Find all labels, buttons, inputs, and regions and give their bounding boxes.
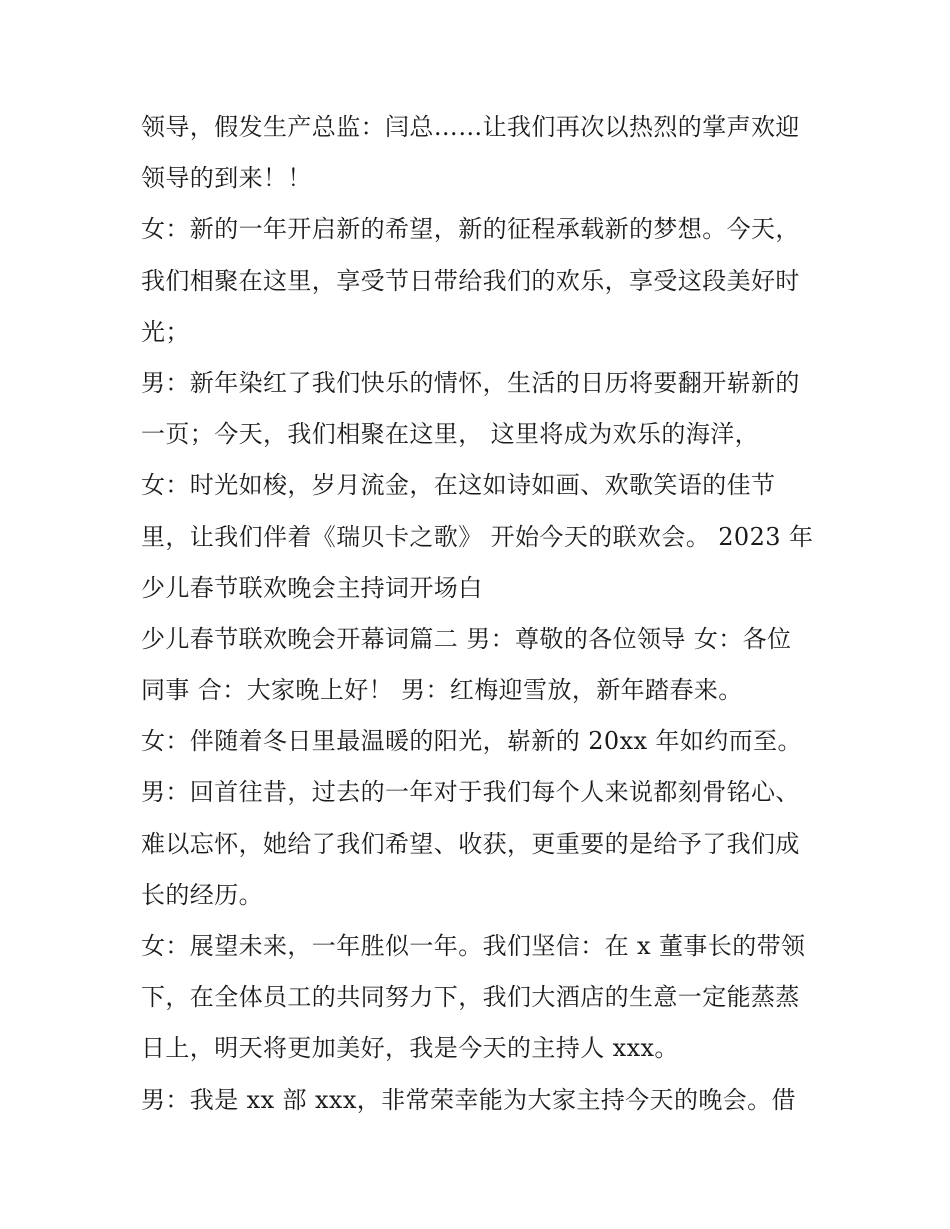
text-line: 长的经历。 — [141, 880, 263, 909]
text-line: 少儿春节联欢晚会开幕词篇二 男：尊敬的各位领导 女：各位 — [141, 624, 792, 653]
text-line: 日上，明天将更加美好，我是今天的主持人 xxx。 — [141, 1034, 679, 1063]
text-line: 女：展望未来，一年胜似一年。我们坚信：在 x 董事长的带领 — [141, 932, 806, 960]
text-line: 一页；今天，我们相聚在这里， 这里将成为欢乐的海洋， — [141, 420, 760, 449]
text-line: 男：我是 xx 部 xxx，非常荣幸能为大家主持今天的晚会。借 — [141, 1085, 796, 1114]
text-line: 光； — [141, 317, 190, 346]
text-line: 女：时光如梭，岁月流金，在这如诗如画、欢歌笑语的佳节 — [141, 471, 776, 500]
text-line: 少儿春节联欢晚会主持词开场白 — [141, 573, 483, 602]
document-page — [141, 102, 821, 1126]
text-line: 男：新年染红了我们快乐的情怀，生活的日历将要翻开崭新的 — [141, 368, 800, 397]
text-line: 男：回首往昔，过去的一年对于我们每个人来说都刻骨铭心、 — [141, 778, 800, 807]
text-line: 领导的到来！！ — [141, 164, 312, 193]
text-line: 我们相聚在这里，享受节日带给我们的欢乐，享受这段美好时 — [141, 266, 800, 295]
text-line: 难以忘怀，她给了我们希望、收获，更重要的是给予了我们成 — [141, 829, 800, 858]
text-line: 领导，假发生产总监：闫总……让我们再次以热烈的掌声欢迎 — [141, 113, 800, 141]
text-line: 下，在全体员工的共同努力下，我们大酒店的生意一定能蒸蒸 — [141, 983, 800, 1012]
text-line: 里，让我们伴着《瑞贝卡之歌》 开始今天的联欢会。 2023 年 — [141, 522, 814, 551]
text-line: 女：伴随着冬日里最温暖的阳光，崭新的 20xx 年如约而至。 — [141, 727, 802, 756]
text-line: 同事 合：大家晚上好！ 男：红梅迎雪放，新年踏春来。 — [141, 676, 743, 705]
text-line: 女：新的一年开启新的希望，新的征程承载新的梦想。今天， — [141, 215, 800, 244]
